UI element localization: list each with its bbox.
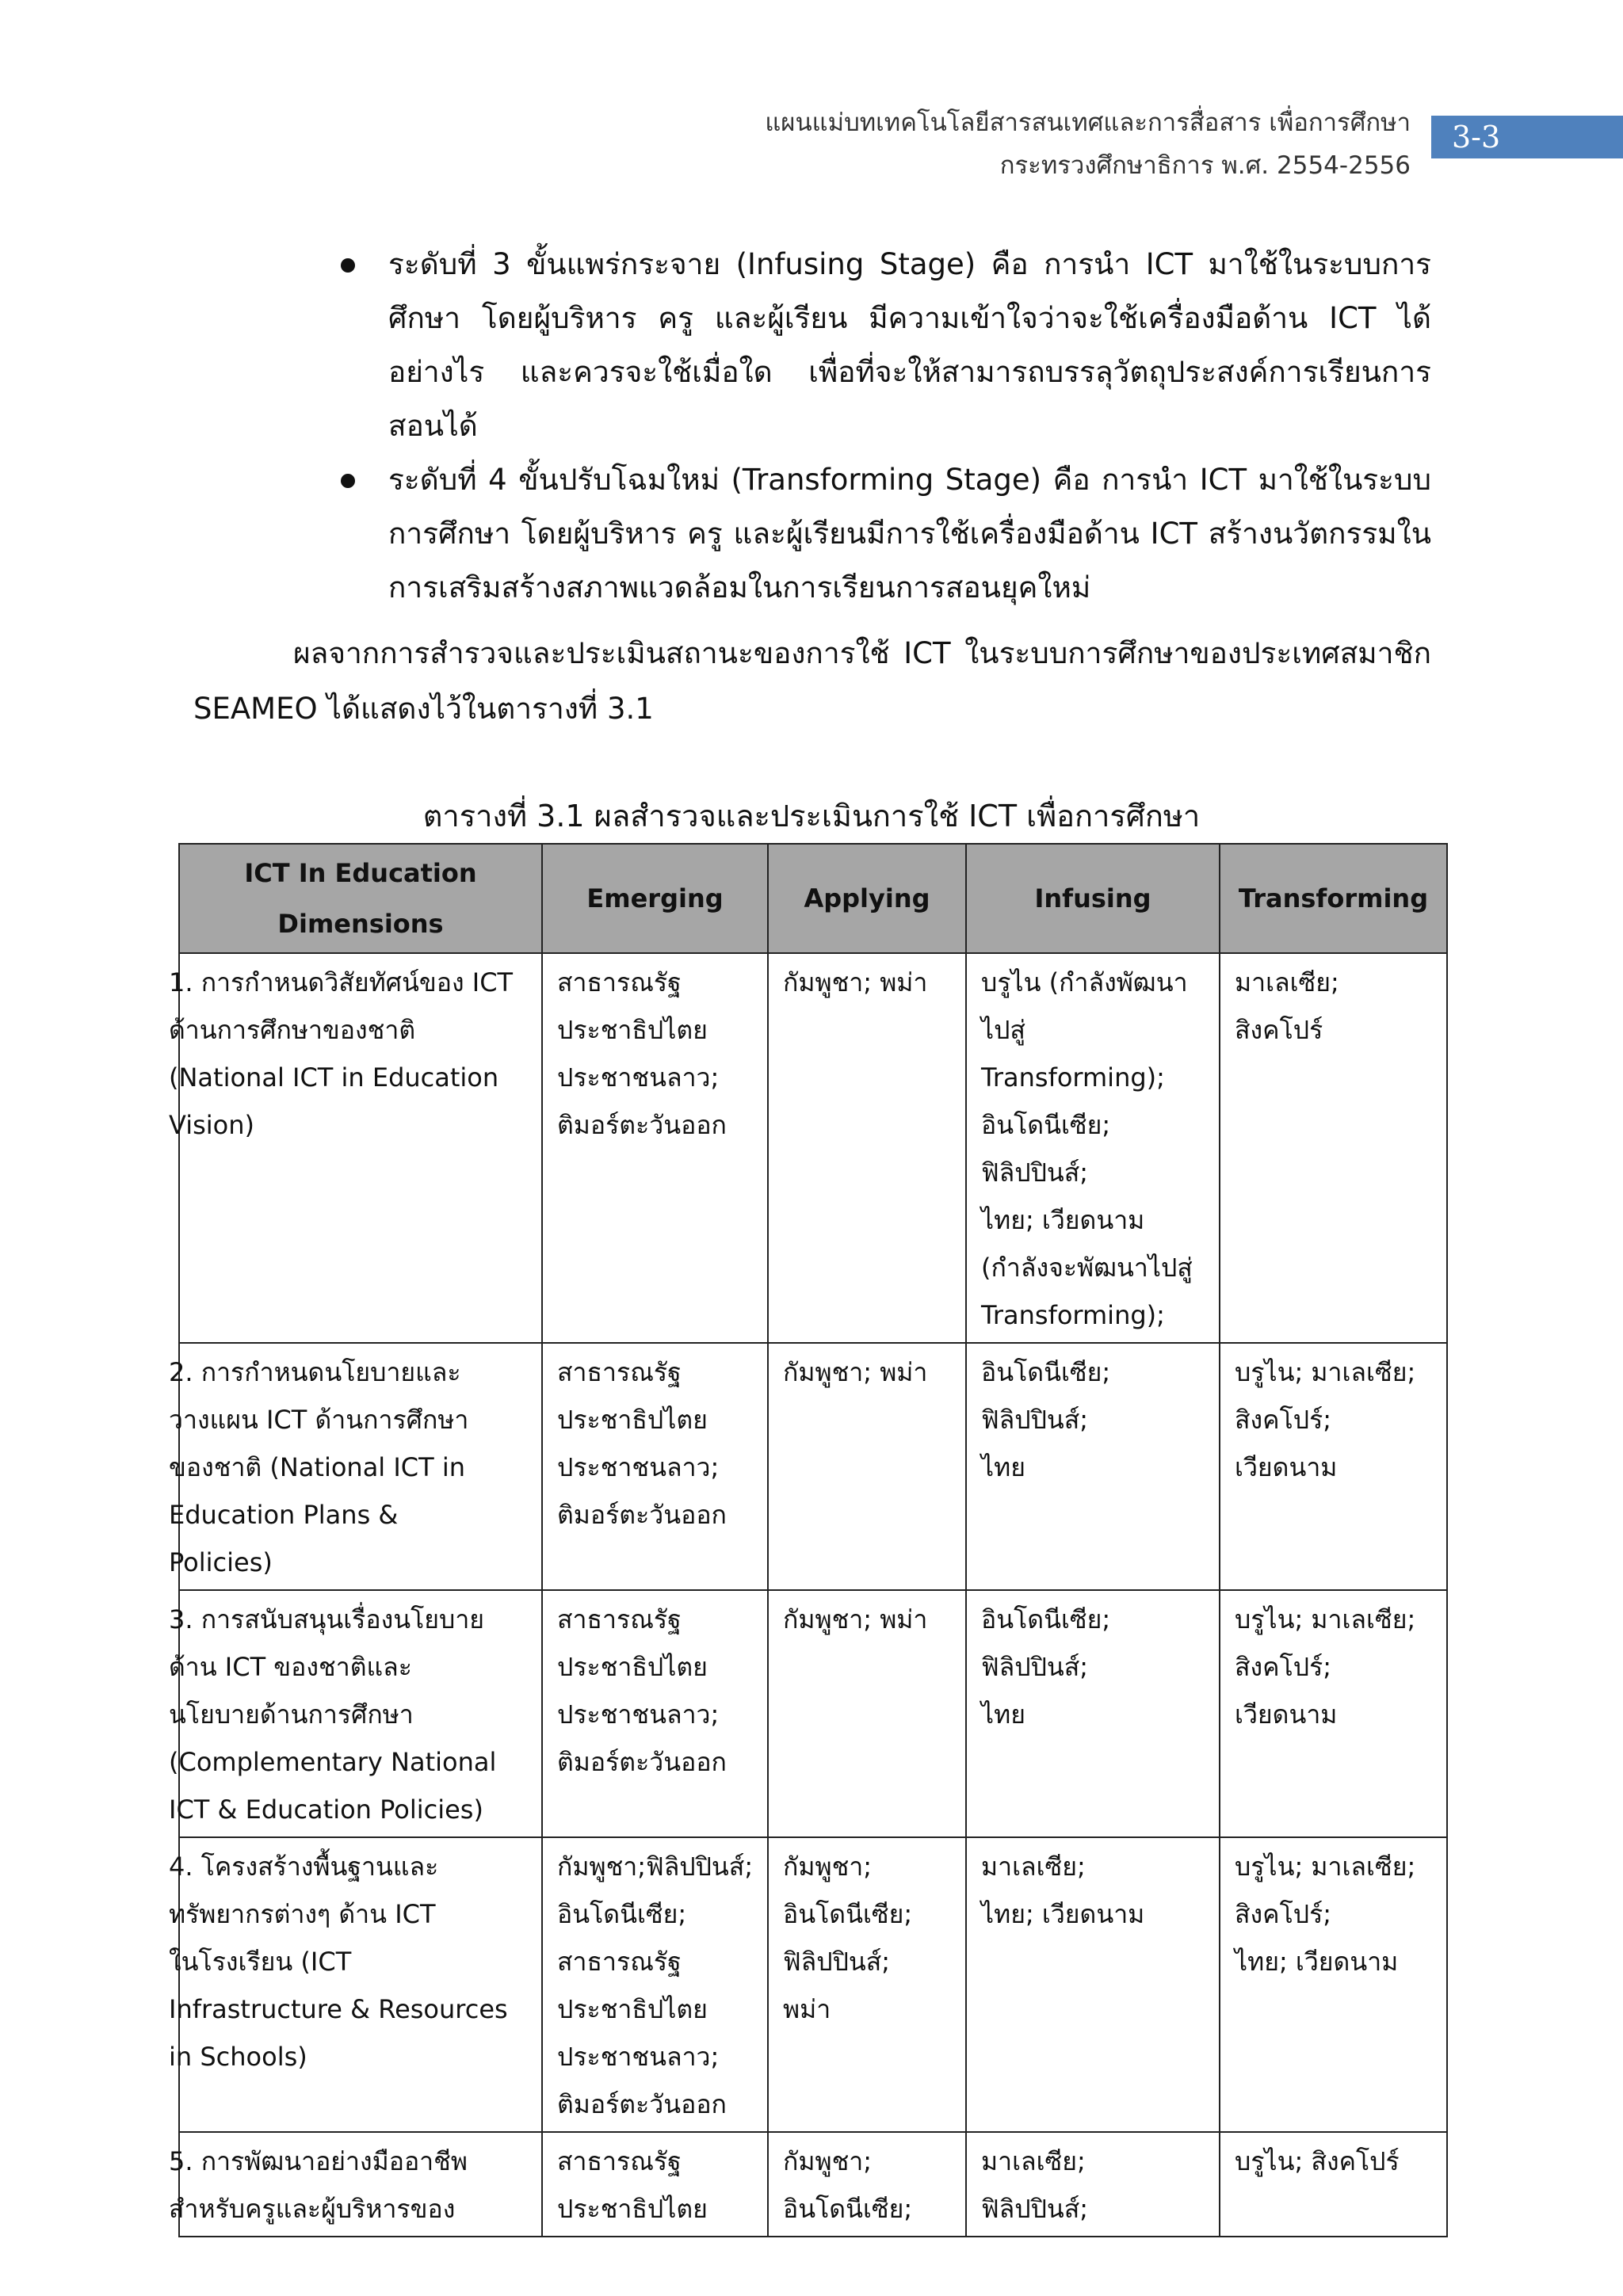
cell-line: บรูไน (กำลังพัฒนา — [981, 967, 1188, 997]
cell-line: ไทย; เวียดนาม — [1235, 1947, 1399, 1977]
cell-line: อินโดนีเซีย; ฟิลิปปินส์; — [981, 1110, 1111, 1188]
cell-line: 5. การพัฒนาอย่างมืออาชีพ — [169, 2146, 468, 2176]
cell-line: ด้าน ICT ของชาติและ — [169, 1652, 412, 1682]
page-number-badge: 3-3 — [1431, 116, 1623, 158]
cell-line: (กำลังจะพัฒนาไปสู่ — [981, 1253, 1193, 1283]
cell-dimension — [169, 1590, 542, 1837]
cell-transforming — [1220, 1837, 1447, 2132]
cell-line: 3. การสนับสนุนเรื่องนโยบาย — [169, 1604, 485, 1634]
cell-line: สิงคโปร์; — [1235, 1652, 1332, 1682]
cell-line: (Complementary National — [169, 1747, 497, 1777]
cell-line: in Schools) — [169, 2042, 307, 2072]
cell-infusing — [966, 953, 1220, 1343]
header-applying: Applying — [768, 844, 966, 953]
cell-line: 4. โครงสร้างพื้นฐานและ — [169, 1852, 439, 1882]
header-transforming: Transforming — [1220, 844, 1447, 953]
cell-line: อินโดนีเซีย; — [981, 1357, 1111, 1387]
bullet-text: ระดับที่ 4 ขั้นปรับโฉมใหม่ (Transforming Stage) คือ การนำ ICT มาใช้ในระบบการศึกษา โดยผู้บริหาร ครู และผู้เรียนมีการใช้เครื่องมือด้าน ICT สร้างนวัตกรรมในการเสริมสร้างสภาพแวดล้อมในการเรียนการสอนยุคใหม่ — [388, 463, 1431, 605]
cell-dimension — [169, 2132, 542, 2237]
cell-applying — [768, 2132, 966, 2237]
header-text — [765, 101, 1411, 187]
cell-dimension — [169, 1343, 542, 1590]
cell-emerging — [542, 953, 768, 1343]
cell-transforming — [1220, 1343, 1447, 1590]
cell-line: ฟิลิปปินส์; — [981, 2194, 1089, 2224]
cell-applying — [768, 1837, 966, 2132]
cell-line: บรูไน; สิงคโปร์ — [1235, 2146, 1400, 2176]
cell-infusing — [966, 1837, 1220, 2132]
cell-line: สาธารณรัฐ — [557, 1357, 682, 1387]
bullet-item — [339, 453, 1431, 615]
cell-line: อินโดนีเซีย; — [557, 1899, 687, 1929]
cell-line: ประชาชนลาว; — [557, 2042, 720, 2072]
table-row — [179, 953, 1447, 1343]
cell-infusing — [966, 1590, 1220, 1837]
cell-line: ติมอร์ตะวันออก — [557, 1110, 727, 1140]
cell-applying — [768, 1590, 966, 1837]
header-title: แผนแม่บทเทคโนโลยีสารสนเทศและการสื่อสาร เพื่อการศึกษา — [765, 109, 1411, 137]
cell-line: ติมอร์ตะวันออก — [557, 2089, 727, 2119]
cell-line: สำหรับครูและผู้บริหารของ — [169, 2194, 456, 2224]
cell-line: ติมอร์ตะวันออก — [557, 1747, 727, 1777]
table-row — [179, 1590, 1447, 1837]
cell-line: (National ICT in Education — [169, 1062, 499, 1093]
cell-line: วางแผน ICT ด้านการศึกษา — [169, 1405, 469, 1435]
cell-line: Education Plans & — [169, 1500, 399, 1530]
header-emerging: Emerging — [542, 844, 768, 953]
header-infusing: Infusing — [966, 844, 1220, 953]
table-header-row — [179, 844, 1447, 953]
cell-line: ไทย; เวียดนาม — [981, 1899, 1145, 1929]
cell-line: ไทย; เวียดนาม — [981, 1205, 1145, 1235]
cell-line: Transforming); — [981, 1300, 1165, 1330]
cell-line: มาเลเซีย; — [981, 2146, 1086, 2176]
cell-line: สิงคโปร์; — [1235, 1899, 1332, 1929]
cell-emerging — [542, 1590, 768, 1837]
cell-line: เวียดนาม — [1235, 1452, 1338, 1482]
cell-line: ฟิลิปปินส์; — [981, 1405, 1089, 1435]
cell-infusing — [966, 2132, 1220, 2237]
cell-line: ของชาติ (National ICT in — [169, 1452, 466, 1482]
header-dimensions-line2: Dimensions — [277, 909, 444, 939]
cell-line: นโยบายด้านการศึกษา — [169, 1699, 414, 1730]
cell-line: สาธารณรัฐ — [557, 1947, 682, 1977]
cell-line: Infrastructure & Resources — [169, 1994, 508, 2024]
cell-line: Vision) — [169, 1110, 254, 1140]
cell-line: อินโดนีเซีย; — [783, 1899, 913, 1929]
cell-line: 2. การกำหนดนโยบายและ — [169, 1357, 461, 1387]
cell-line: กัมพูชา; — [783, 1852, 873, 1882]
cell-line: มาเลเซีย; สิงคโปร์ — [1235, 967, 1339, 1045]
cell-applying — [768, 1343, 966, 1590]
cell-line: กัมพูชา; พม่า — [783, 967, 928, 997]
cell-line: กัมพูชา; พม่า — [783, 1357, 928, 1387]
cell-line: 1. การกำหนดวิสัยทัศน์ของ ICT — [169, 967, 514, 997]
table-row — [179, 1343, 1447, 1590]
cell-line: ประชาธิปไตย — [557, 1652, 708, 1682]
cell-line: บรูไน; มาเลเซีย; — [1235, 1604, 1416, 1634]
cell-line: ในโรงเรียน (ICT — [169, 1947, 352, 1977]
cell-infusing — [966, 1343, 1220, 1590]
cell-line: ประชาชนลาว; — [557, 1699, 720, 1730]
cell-line: เวียดนาม — [1235, 1699, 1338, 1730]
cell-line: ประชาชนลาว; — [557, 1452, 720, 1482]
cell-emerging — [542, 2132, 768, 2237]
bullet-item — [339, 238, 1431, 453]
ict-survey-table — [169, 843, 1448, 2237]
cell-line: ทรัพยากรต่างๆ ด้าน ICT — [169, 1899, 436, 1929]
body-paragraph: ผลจากการสำรวจและประเมินสถานะของการใช้ ICT ในระบบการศึกษาของประเทศสมาชิก SEAMEO ได้แสดงไว้ในตารางที่ 3.1 — [193, 636, 1431, 726]
cell-line: ประชาธิปไตย — [557, 2194, 708, 2224]
cell-line: สาธารณรัฐ — [557, 1604, 682, 1634]
cell-line: บรูไน; มาเลเซีย; — [1235, 1852, 1416, 1882]
cell-line: Policies) — [169, 1547, 273, 1577]
cell-dimension — [169, 953, 542, 1343]
cell-emerging — [542, 1343, 768, 1590]
cell-dimension — [169, 1837, 542, 2132]
cell-transforming — [1220, 953, 1447, 1343]
cell-line: อินโดนีเซีย; — [783, 2194, 913, 2224]
cell-line: สาธารณรัฐ — [557, 967, 682, 997]
cell-line: กัมพูชา; พม่า — [783, 1604, 928, 1634]
cell-applying — [768, 953, 966, 1343]
cell-line: ฟิลิปปินส์; — [783, 1947, 891, 1977]
cell-emerging — [542, 1837, 768, 2132]
cell-transforming — [1220, 2132, 1447, 2237]
cell-line: มาเลเซีย; — [981, 1852, 1086, 1882]
cell-line: สิงคโปร์; — [1235, 1405, 1332, 1435]
cell-line: ประชาธิปไตย — [557, 1015, 708, 1045]
table-row — [179, 2132, 1447, 2237]
cell-line: ประชาธิปไตย — [557, 1405, 708, 1435]
cell-line: ประชาธิปไตย — [557, 1994, 708, 2024]
bullet-text: ระดับที่ 3 ขั้นแพร่กระจาย (Infusing Stage) คือ การนำ ICT มาใช้ในระบบการศึกษา โดยผู้บริหาร ครู และผู้เรียน มีความเข้าใจว่าจะใช้เครื่องมือด้าน ICT ได้อย่างไร และควรจะใช้เมื่อใด เพื่อที่จะให้สามารถบรรลุวัตถุประสงค์การเรียนการสอนได้ — [388, 247, 1431, 443]
header-dimensions — [179, 844, 542, 953]
table-caption: ตารางที่ 3.1 ผลสำรวจและประเมินการใช้ ICT เพื่อการศึกษา — [422, 799, 1201, 833]
cell-line: บรูไน; มาเลเซีย; — [1235, 1357, 1416, 1387]
bullet-dot-icon — [341, 258, 355, 273]
cell-line: ไทย — [981, 1452, 1025, 1482]
cell-line: อินโดนีเซีย; — [981, 1604, 1111, 1634]
cell-transforming — [1220, 1590, 1447, 1837]
cell-line: สาธารณรัฐ — [557, 2146, 682, 2176]
cell-line: ด้านการศึกษาของชาติ — [169, 1015, 416, 1045]
cell-line: กัมพูชา;ฟิลิปปินส์; — [557, 1852, 754, 1882]
cell-line: ติมอร์ตะวันออก — [557, 1500, 727, 1530]
bullet-list — [339, 238, 1431, 615]
header-subtitle: กระทรวงศึกษาธิการ พ.ศ. 2554-2556 — [999, 151, 1411, 180]
cell-line: ICT & Education Policies) — [169, 1794, 483, 1825]
cell-line: ฟิลิปปินส์; — [981, 1652, 1089, 1682]
page-header — [0, 0, 1623, 206]
cell-line: กัมพูชา; — [783, 2146, 873, 2176]
cell-line: พม่า — [783, 1994, 831, 2024]
header-dimensions-line1: ICT In Education — [244, 858, 477, 888]
bullet-dot-icon — [341, 474, 355, 488]
table-row — [179, 1837, 1447, 2132]
cell-line: ประชาชนลาว; — [557, 1062, 720, 1093]
cell-line: ไปสู่ Transforming); — [981, 1015, 1165, 1093]
cell-line: ไทย — [981, 1699, 1025, 1730]
